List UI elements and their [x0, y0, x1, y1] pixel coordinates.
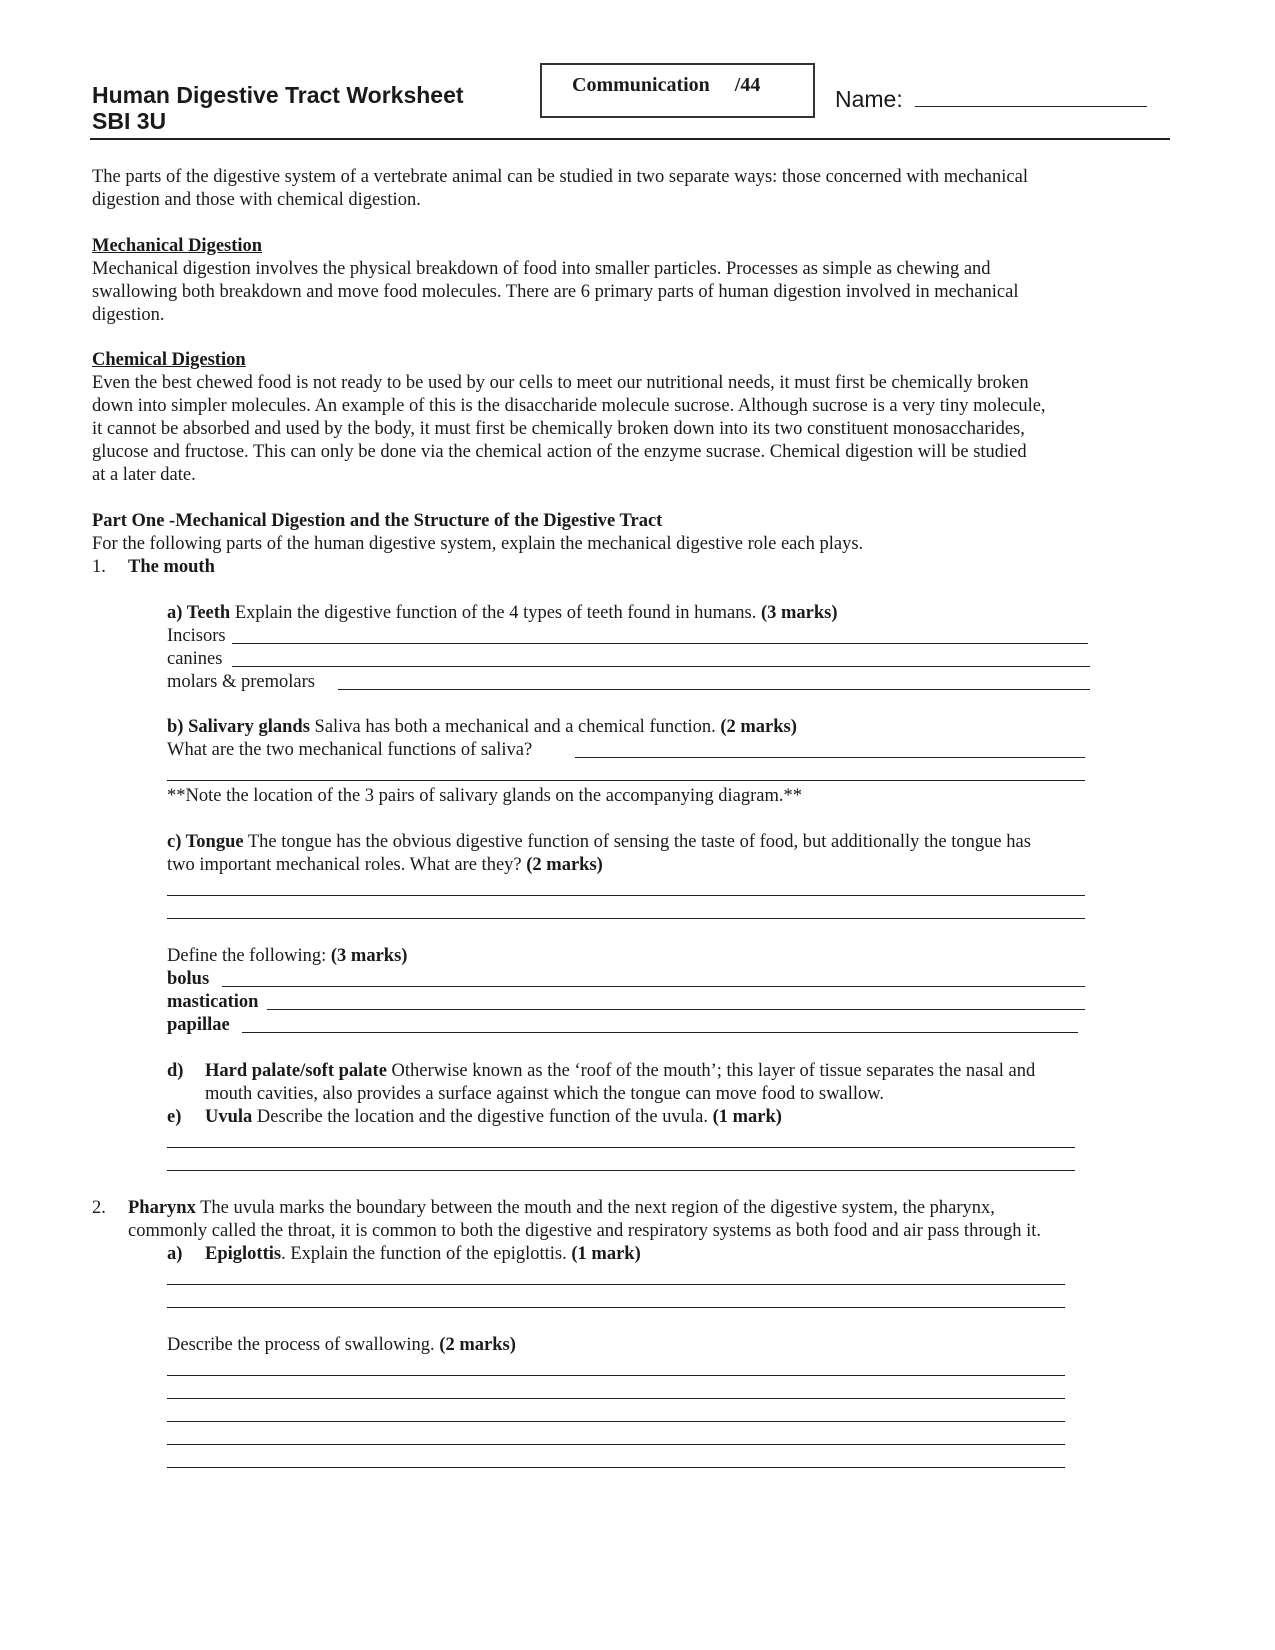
- define-marks: (3 marks): [330, 946, 408, 966]
- mechanical-line-2: swallowing both breakdown and move food molecules. There are 6 primary parts of human digestion involved in mechanical: [92, 282, 1019, 302]
- epiglottis-marks: (1 mark): [571, 1244, 641, 1264]
- question-1-number: 1.: [92, 557, 106, 577]
- define-instruction: [167, 945, 407, 968]
- mechanical-line-1: Mechanical digestion involves the physical breakdown of food into smaller particles. Processes as simple as chewing and: [92, 259, 991, 279]
- palate-letter: d): [167, 1061, 184, 1081]
- chemical-line-4: glucose and fructose. This can only be done via the chemical action of the enzyme sucrase. Chemical digestion will be studied: [92, 442, 1027, 462]
- tongue-question-line-2: [167, 854, 603, 877]
- name-blank[interactable]: [915, 92, 1147, 107]
- score-label: Communication: [572, 74, 710, 96]
- uvula-answer-line-1[interactable]: [167, 1147, 1075, 1148]
- define-text: Define the following:: [167, 946, 331, 966]
- communication-score-text: [572, 74, 760, 97]
- teeth-question: [167, 602, 838, 625]
- uvula-label: Uvula: [205, 1107, 253, 1127]
- salivary-question: [167, 716, 797, 739]
- part-one-instruction: For the following parts of the human digestive system, explain the mechanical digestive role each plays.: [92, 534, 864, 554]
- tongue-label: c) Tongue: [167, 832, 244, 852]
- uvula-question: [205, 1106, 782, 1129]
- uvula-answer-line-2[interactable]: [167, 1170, 1075, 1171]
- chemical-line-1: Even the best chewed food is not ready to be used by our cells to meet our nutritional needs, it must first be chemically broken: [92, 373, 1029, 393]
- uvula-letter: e): [167, 1107, 182, 1127]
- swallowing-question: [167, 1334, 516, 1357]
- epiglottis-answer-line-1[interactable]: [167, 1284, 1065, 1285]
- saliva-functions-question: What are the two mechanical functions of saliva?: [167, 740, 533, 760]
- mechanical-line-3: digestion.: [92, 305, 165, 325]
- incisors-label: Incisors: [167, 626, 226, 646]
- tongue-text-2: two important mechanical roles. What are they?: [167, 855, 527, 875]
- intro-line-1: The parts of the digestive system of a vertebrate animal can be studied in two separate ways: those concerned with mechanical: [92, 167, 1028, 187]
- score-total: /44: [734, 74, 761, 96]
- communication-score-box: [540, 63, 815, 118]
- teeth-label: a) Teeth: [167, 603, 231, 623]
- salivary-text: Saliva has both a mechanical and a chemical function.: [309, 717, 721, 737]
- epiglottis-text: . Explain the function of the epiglottis.: [281, 1244, 572, 1264]
- canines-label: canines: [167, 649, 223, 669]
- pharynx-text-1: The uvula marks the boundary between the mouth and the next region of the digestive system, the pharynx,: [195, 1198, 995, 1218]
- papillae-answer-line[interactable]: [242, 1032, 1078, 1033]
- term-papillae: papillae: [167, 1015, 230, 1035]
- canines-answer-line[interactable]: [232, 666, 1090, 667]
- header-divider: [90, 138, 1170, 140]
- worksheet-title: Human Digestive Tract Worksheet: [92, 82, 464, 108]
- pharynx-line-2: commonly called the throat, it is common to both the digestive and respiratory systems as both food and air pass through it.: [128, 1221, 1042, 1241]
- epiglottis-answer-line-2[interactable]: [167, 1307, 1065, 1308]
- tongue-answer-line-1[interactable]: [167, 895, 1085, 896]
- palate-line-1: [205, 1060, 1035, 1083]
- swallowing-marks: (2 marks): [439, 1335, 516, 1355]
- tongue-text-1: The tongue has the obvious digestive function of sensing the taste of food, but additionally the tongue has: [243, 832, 1031, 852]
- bolus-answer-line[interactable]: [222, 986, 1085, 987]
- uvula-text: Describe the location and the digestive function of the uvula.: [252, 1107, 713, 1127]
- chemical-heading: Chemical Digestion: [92, 350, 246, 370]
- pharynx-label: Pharynx: [128, 1198, 196, 1218]
- mechanical-heading: Mechanical Digestion: [92, 236, 263, 256]
- chemical-line-2: down into simpler molecules. An example of this is the disaccharide molecule sucrose. Although sucrose is a very tiny molecule,: [92, 396, 1046, 416]
- intro-line-2: digestion and those with chemical digestion.: [92, 190, 421, 210]
- chemical-line-3: it cannot be absorbed and used by the body, it must first be chemically broken down into its two constituent monosaccharides,: [92, 419, 1025, 439]
- name-label: Name:: [835, 86, 903, 112]
- part-one-heading: Part One -Mechanical Digestion and the Structure of the Digestive Tract: [92, 511, 663, 531]
- molars-label: molars & premolars: [167, 672, 315, 692]
- chemical-line-5: at a later date.: [92, 465, 196, 485]
- swallowing-answer-line-4[interactable]: [167, 1444, 1065, 1445]
- name-field[interactable]: [835, 86, 1147, 113]
- swallowing-answer-line-1[interactable]: [167, 1375, 1065, 1376]
- palate-text-1: Otherwise known as the ‘roof of the mouth’; this layer of tissue separates the nasal and: [386, 1061, 1036, 1081]
- incisors-answer-line[interactable]: [232, 643, 1088, 644]
- swallowing-answer-line-3[interactable]: [167, 1421, 1065, 1422]
- molars-answer-line[interactable]: [338, 689, 1090, 690]
- tongue-marks: (2 marks): [526, 855, 603, 875]
- question-2-number: 2.: [92, 1198, 106, 1218]
- term-mastication: mastication: [167, 992, 259, 1012]
- teeth-marks: (3 marks): [760, 603, 838, 623]
- tongue-answer-line-2[interactable]: [167, 918, 1085, 919]
- epiglottis-letter: a): [167, 1244, 183, 1264]
- tongue-question-line-1: [167, 831, 1031, 854]
- teeth-text: Explain the digestive function of the 4 types of teeth found in humans.: [230, 603, 761, 623]
- term-bolus: bolus: [167, 969, 210, 989]
- swallowing-answer-line-2[interactable]: [167, 1398, 1065, 1399]
- swallowing-answer-line-5[interactable]: [167, 1467, 1065, 1468]
- question-1-title: The mouth: [128, 557, 215, 577]
- salivary-label: b) Salivary glands: [167, 717, 310, 737]
- palate-label: Hard palate/soft palate: [205, 1061, 387, 1081]
- uvula-marks: (1 mark): [712, 1107, 782, 1127]
- epiglottis-label: Epiglottis: [205, 1244, 282, 1264]
- salivary-note: **Note the location of the 3 pairs of salivary glands on the accompanying diagram.**: [167, 786, 802, 806]
- mastication-answer-line[interactable]: [267, 1009, 1085, 1010]
- pharynx-line-1: [128, 1197, 995, 1220]
- swallowing-text: Describe the process of swallowing.: [167, 1335, 440, 1355]
- palate-line-2: mouth cavities, also provides a surface against which the tongue can move food to swallow.: [205, 1084, 885, 1104]
- salivary-marks: (2 marks): [720, 717, 797, 737]
- saliva-answer-line-1[interactable]: [575, 757, 1085, 758]
- epiglottis-question: [205, 1243, 641, 1266]
- course-code: SBI 3U: [92, 108, 167, 134]
- saliva-answer-line-2[interactable]: [167, 780, 1085, 781]
